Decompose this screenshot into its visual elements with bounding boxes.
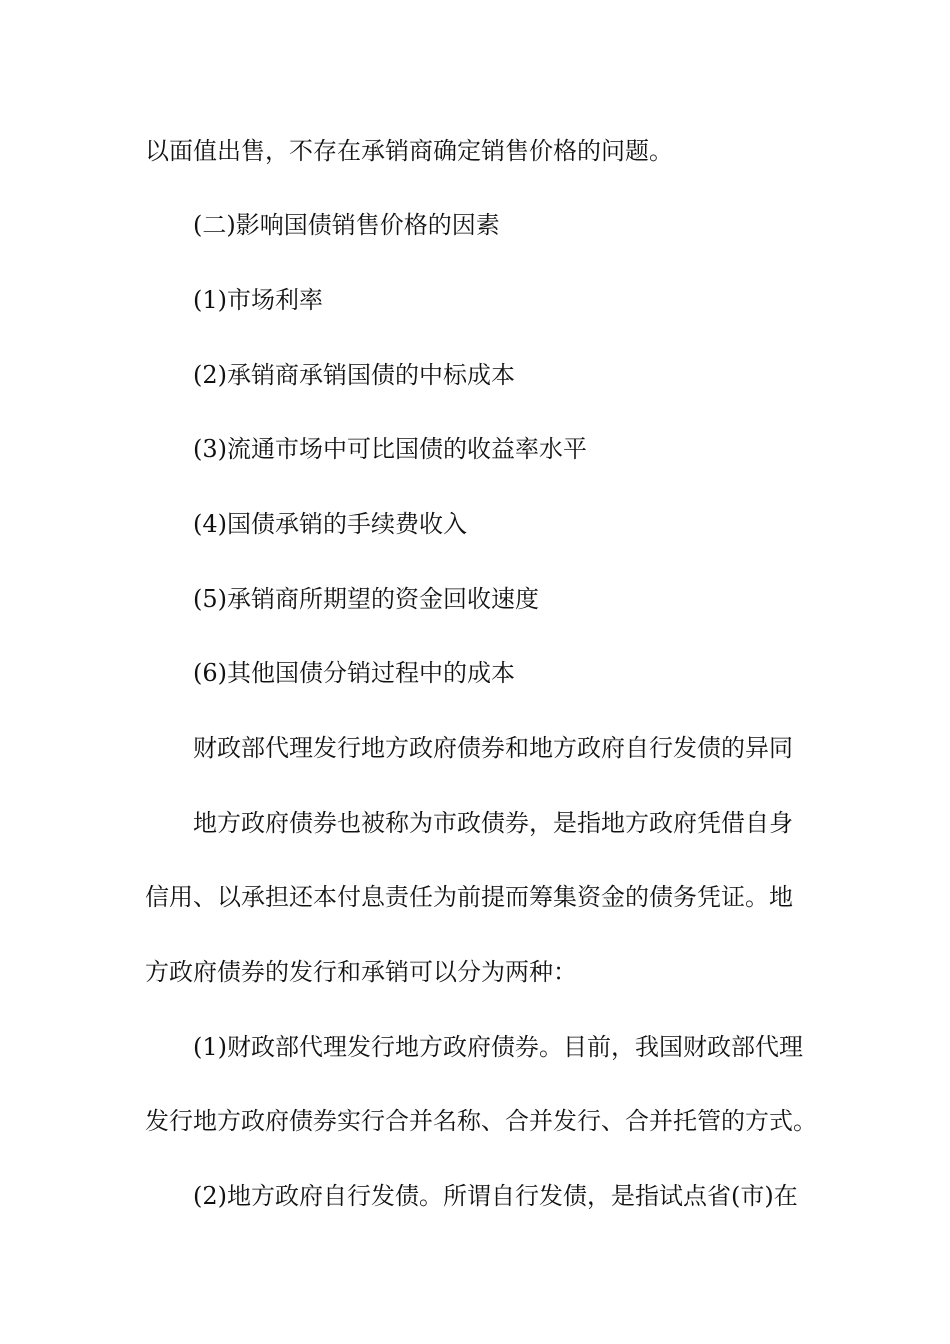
paragraph-line: 信用、以承担还本付息责任为前提而筹集资金的债务凭证。地 [145,883,793,911]
list-item: (5)承销商所期望的资金回收速度 [193,585,539,613]
section-heading: 财政部代理发行地方政府债券和地方政府自行发债的异同 [193,734,793,762]
list-item: (1)市场利率 [193,286,323,314]
paragraph-line: (1)财政部代理发行地方政府债券。目前，我国财政部代理 [193,1033,803,1061]
list-item: (6)其他国债分销过程中的成本 [193,659,515,687]
paragraph-line: (2)地方政府自行发债。所谓自行发债，是指试点省(市)在 [193,1182,798,1210]
list-item: (3)流通市场中可比国债的收益率水平 [193,435,587,463]
paragraph-line: 地方政府债券也被称为市政债券，是指地方政府凭借自身 [193,809,793,837]
paragraph-line: 方政府债券的发行和承销可以分为两种： [145,958,577,986]
paragraph-line: 发行地方政府债券实行合并名称、合并发行、合并托管的方式。 [145,1107,817,1135]
text-line: 以面值出售，不存在承销商确定销售价格的问题。 [145,137,673,165]
list-item: (2)承销商承销国债的中标成本 [193,361,515,389]
list-item: (4)国债承销的手续费收入 [193,510,467,538]
section-heading: (二)影响国债销售价格的因素 [193,211,500,239]
